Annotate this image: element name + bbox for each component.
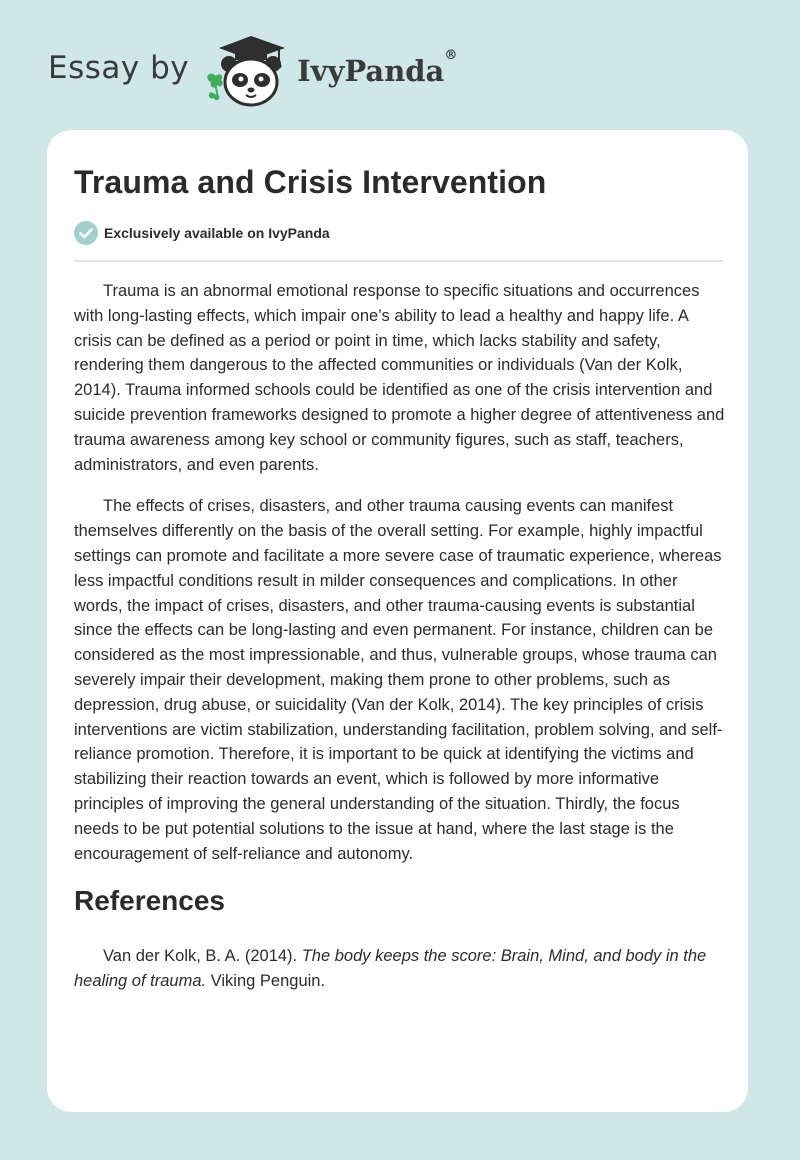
brand-header	[48, 30, 457, 110]
essay-body	[74, 279, 726, 883]
brand-name: IvyPanda®	[297, 48, 458, 88]
reference-publisher: Viking Penguin.	[206, 972, 326, 990]
check-circle-icon	[74, 221, 98, 245]
exclusive-badge-label: Exclusively available on IvyPanda	[104, 225, 330, 241]
paragraph: Trauma is an abnormal emotional response to specific situations and occurrences with long-lasting effects, which impair one’s ability to lead a healthy and happy life. A crisis can be defined as a period or point in time, which lacks stability and safety, rendering them dangerous to the affected communities or individuals (Van der Kolk, 2014). Trauma informed schools could be identified as one of the crisis intervention and suicide prevention frameworks designed to promote a higher degree of attentiveness and trauma awareness among key school or community figures, such as staff, teachers, administrators, and even parents.	[74, 282, 725, 474]
reference-title: The body keeps the score: Brain, Mind, and body in the healing of trauma.	[74, 947, 707, 990]
exclusive-badge	[74, 221, 330, 245]
paragraph: The effects of crises, disasters, and other trauma causing events can manifest themselves differently on the basis of the overall setting. For example, highly impactful settings can promote and facilitate a more severe case of traumatic experience, whereas less impactful conditions result in milder consequences and complications. In other words, the impact of crises, disasters, and other trauma-causing events is substantial since the effects can be long-lasting and even permanent. For instance, children can be considered as the most impressionable, and thus, vulnerable groups, whose trauma can severely impair their development, making them prone to other problems, such as depression, drug abuse, or suicidality (Van der Kolk, 2014). The key principles of crisis interventions are victim stabilization, understanding facilitation, problem solving, and self-reliance promotion. Therefore, it is important to be quick at identifying the victims and stabilizing their reaction towards an event, which is followed by more informative principles of improving the general understanding of the situation. Thirdly, the focus needs to be put potential solutions to the issue at hand, where the last stage is the encouragement of self-reliance and autonomy.	[74, 497, 723, 863]
essay-card	[47, 130, 748, 1112]
reference-entry	[74, 944, 726, 994]
reference-author: Van der Kolk, B. A. (2014).	[103, 947, 302, 965]
divider	[74, 260, 723, 262]
page-title: Trauma and Crisis Intervention	[74, 164, 547, 200]
references-heading: References	[74, 885, 225, 916]
panda-graduation-cap-icon	[203, 32, 293, 108]
brand-prefix: Essay by	[48, 50, 190, 86]
